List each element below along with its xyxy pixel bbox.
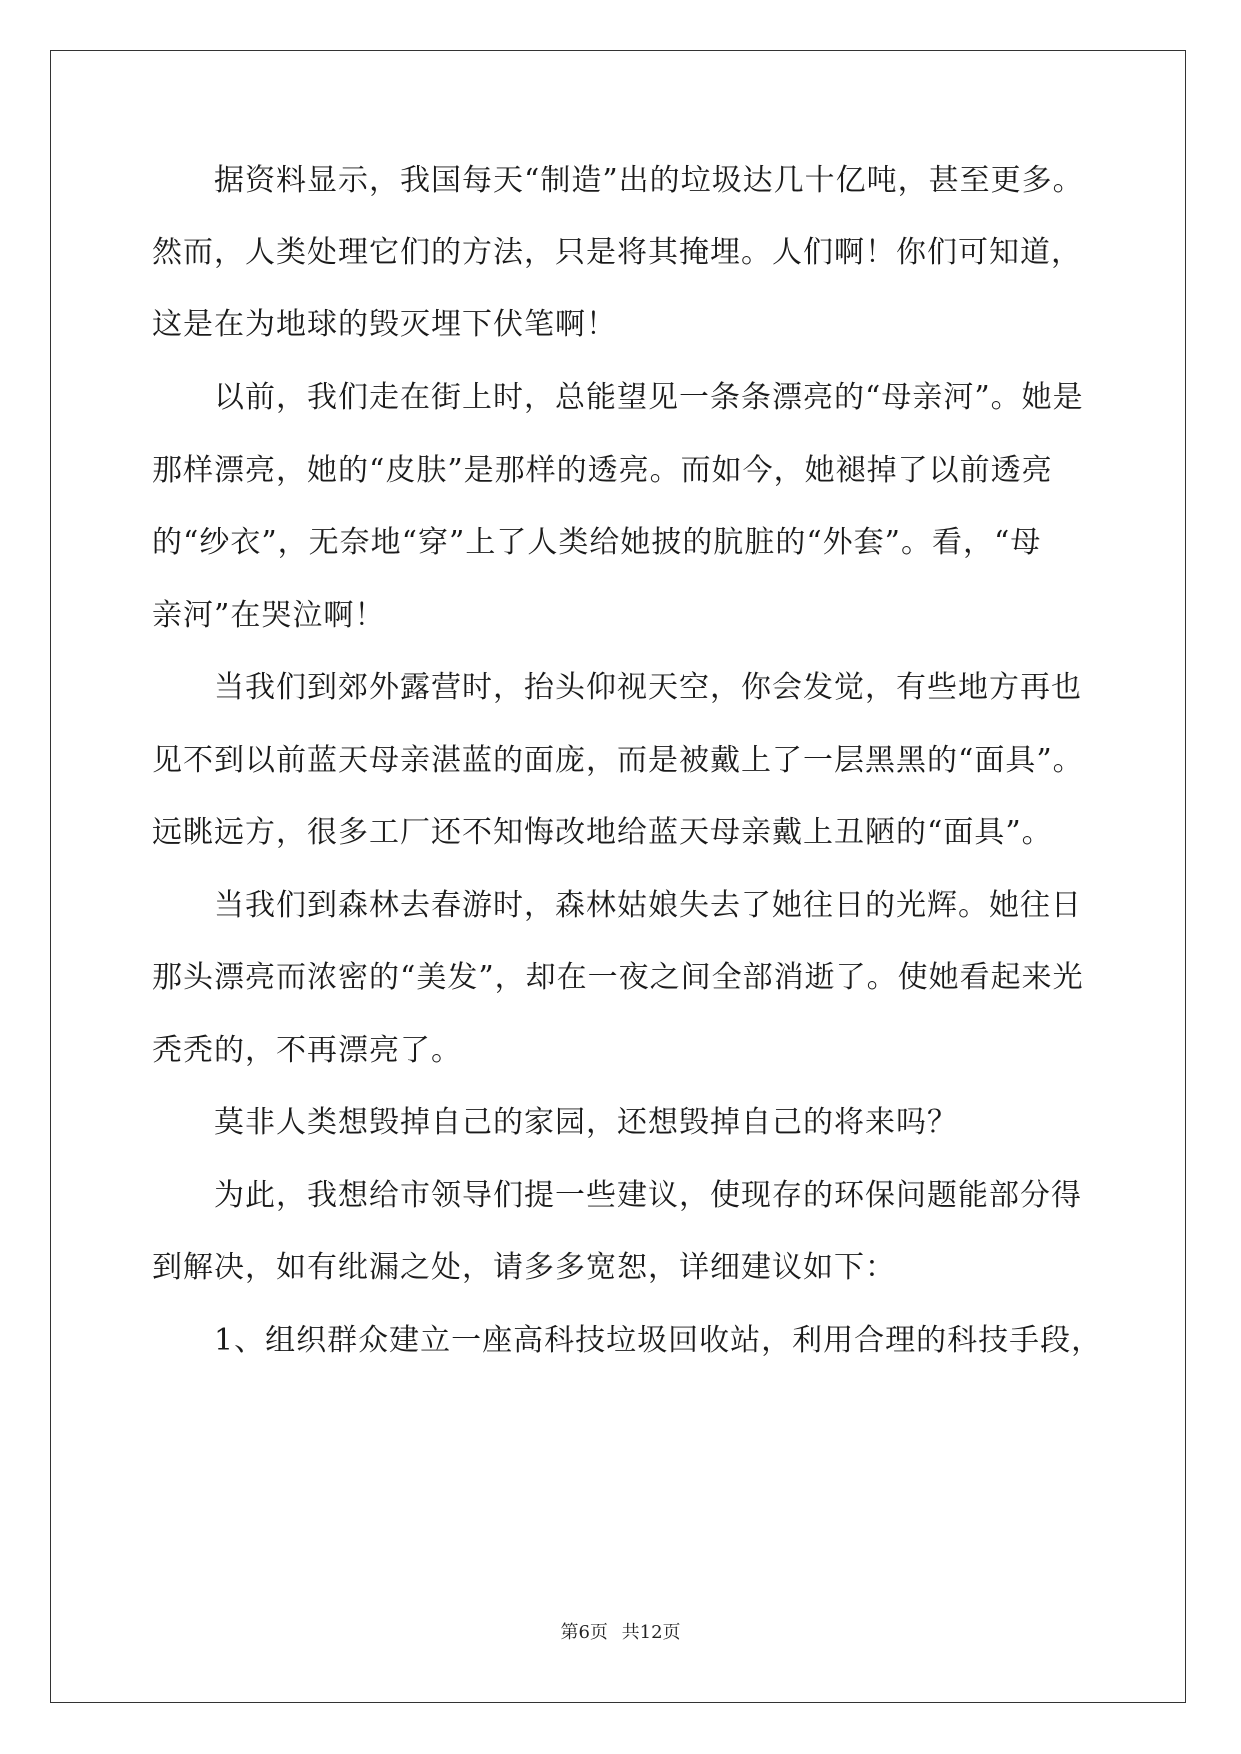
text-line: 见不到以前蓝天母亲湛蓝的面庞，而是被戴上了一层黑黑的“面具”。 (152, 743, 1084, 778)
text-line: 为此，我想给市领导们提一些建议，使现存的环保问题能部分得 (152, 1178, 1082, 1213)
page-number: 第6页 (560, 1622, 608, 1643)
page-total: 共12页 (621, 1622, 681, 1643)
text-line: 这是在为地球的毁灭埋下伏笔啊！ (152, 307, 617, 342)
text-line: 当我们到森林去春游时，森林姑娘失去了她往日的光辉。她往日 (152, 888, 1082, 923)
text-line: 据资料显示，我国每天“制造”出的垃圾达几十亿吨，甚至更多。 (152, 163, 1084, 198)
text-line: 然而，人类处理它们的方法，只是将其掩埋。人们啊！你们可知道， (152, 235, 1082, 270)
text-line: 的“纱衣”，无奈地“穿”上了人类给她披的肮脏的“外套”。看，“母 (152, 525, 1042, 560)
text-line: 那头漂亮而浓密的“美发”，却在一夜之间全部消逝了。使她看起来光 (152, 960, 1084, 995)
page-border (50, 50, 1186, 1703)
text-line: 1、组织群众建立一座高科技垃圾回收站，利用合理的科技手段， (152, 1323, 1103, 1358)
text-line: 莫非人类想毁掉自己的家园，还想毁掉自己的将来吗？ (152, 1105, 958, 1140)
text-line: 那样漂亮，她的“皮肤”是那样的透亮。而如今，她褪掉了以前透亮 (152, 453, 1053, 488)
text-line: 以前，我们走在街上时，总能望见一条条漂亮的“母亲河”。她是 (152, 380, 1084, 415)
text-line: 当我们到郊外露营时，抬头仰视天空，你会发觉，有些地方再也 (152, 670, 1082, 705)
page-footer (0, 1621, 1241, 1645)
text-line: 到解决，如有纰漏之处，请多多宽恕，详细建议如下： (152, 1250, 896, 1285)
text-line: 远眺远方，很多工厂还不知悔改地给蓝天母亲戴上丑陋的“面具”。 (152, 815, 1053, 850)
text-line: 亲河”在哭泣啊！ (152, 598, 386, 633)
text-line: 秃秃的，不再漂亮了。 (152, 1033, 462, 1068)
